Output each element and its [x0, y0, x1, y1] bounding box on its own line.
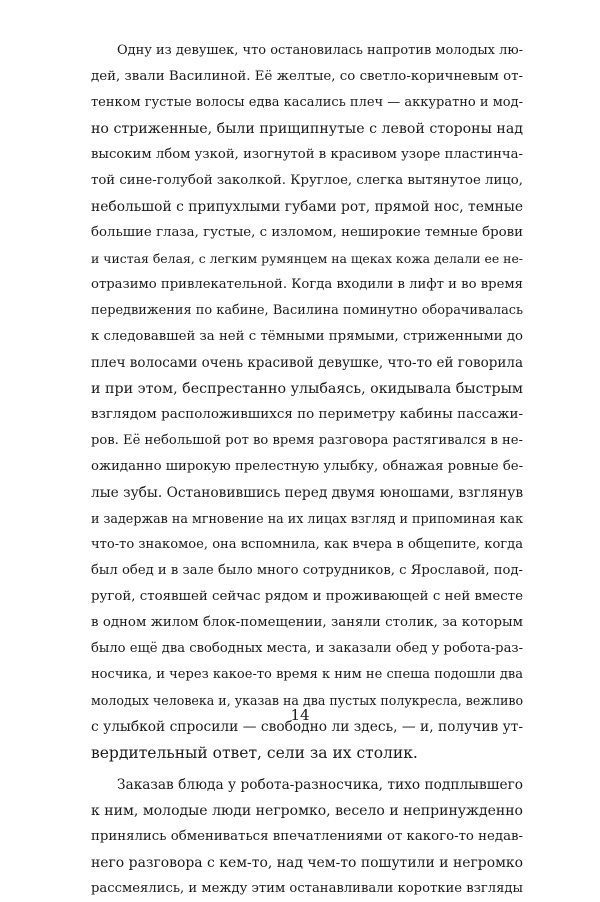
text-line: Заказав блюда у робота-разносчика, тихо подплывшего: [117, 777, 523, 793]
text-line: рассмеялись, и между этим останавливали короткие взгляды: [91, 881, 523, 896]
page-number: 14: [290, 706, 310, 724]
text-line: большие глаза, густые, с изломом, неширокие темные брови: [91, 225, 523, 240]
text-line: в одном жилом блок-помещении, заняли столик, за которым: [91, 615, 523, 630]
text-line: вердительный ответ, сели за их столик.: [91, 744, 418, 762]
text-line: был обед и в зале было много сотрудников, с Ярославой, под-: [91, 563, 523, 578]
text-line: и чистая белая, с легким румянцем на щеках кожа делали ее не-: [91, 251, 524, 266]
text-line: высоким лбом узкой, изогнутой в красивом узоре пластинча-: [91, 147, 523, 162]
text-line: небольшой с припухлыми губами рот, прямой нос, темные: [91, 199, 523, 215]
text-line: принялись обмениваться впечатлениями от какого-то недав-: [91, 829, 523, 844]
text-line: к ним, молодые люди негромко, весело и непринужденно: [91, 803, 523, 819]
text-line: дей, звали Василиной. Её желтые, со светло-коричневым от-: [91, 69, 523, 84]
text-line: ров. Её небольшой рот во время разговора растягивался в не-: [91, 433, 523, 448]
paragraph: [91, 38, 523, 766]
text-line: к следовавшей за ней с тёмными прямыми, стриженными до: [91, 329, 523, 344]
text-line: отразимо привлекательной. Когда входили в лифт и во время: [91, 277, 523, 292]
text-line: но стриженные, были прищипнутые с левой стороны над: [91, 121, 523, 137]
text-line: Одну из девушек, что остановилась напротив молодых лю-: [117, 43, 523, 58]
text-line: ругой, стоявшей сейчас рядом и проживающей с ней вместе: [91, 589, 523, 604]
paragraph: [91, 772, 523, 902]
text-line: взглядом расположившихся по периметру кабины пассажи-: [91, 407, 523, 422]
text-line: лые зубы. Остановившись перед двумя юношами, взглянув: [91, 485, 524, 501]
text-line: было ещё два свободных места, и заказали обед у робота-раз-: [91, 641, 523, 656]
text-line: него разговора с кем-то, над чем-то пошутили и негромко: [91, 855, 523, 871]
text-line: той сине-голубой заколкой. Круглое, слегка вытянутое лицо,: [91, 173, 523, 188]
text-line: ожиданно широкую прелестную улыбку, обнажая ровные бе-: [91, 459, 524, 474]
text-line: носчика, и через какое-то время к ним не спеша подошли два: [91, 667, 523, 682]
text-line: плеч волосами очень красивой девушке, что-то ей говорила: [91, 355, 523, 371]
text-block: [91, 38, 523, 902]
text-line: и при этом, беспрестанно улыбаясь, окидывала быстрым: [91, 381, 523, 397]
text-line: тенком густые волосы едва касались плеч — аккуратно и мод-: [91, 95, 523, 110]
text-line: с улыбкой спросили — свободно ли здесь, — и, получив ут-: [91, 719, 523, 735]
text-line: молодых человека и, указав на два пустых полукресла, вежливо: [91, 693, 524, 708]
text-line: передвижения по кабине, Василина поминутно оборачивалась: [91, 303, 523, 318]
text-line: что-то знакомое, она вспомнила, как вчера в общепите, когда: [91, 537, 523, 552]
text-line: и задержав на мгновение на их лицах взгляд и припоминая как: [91, 511, 523, 526]
